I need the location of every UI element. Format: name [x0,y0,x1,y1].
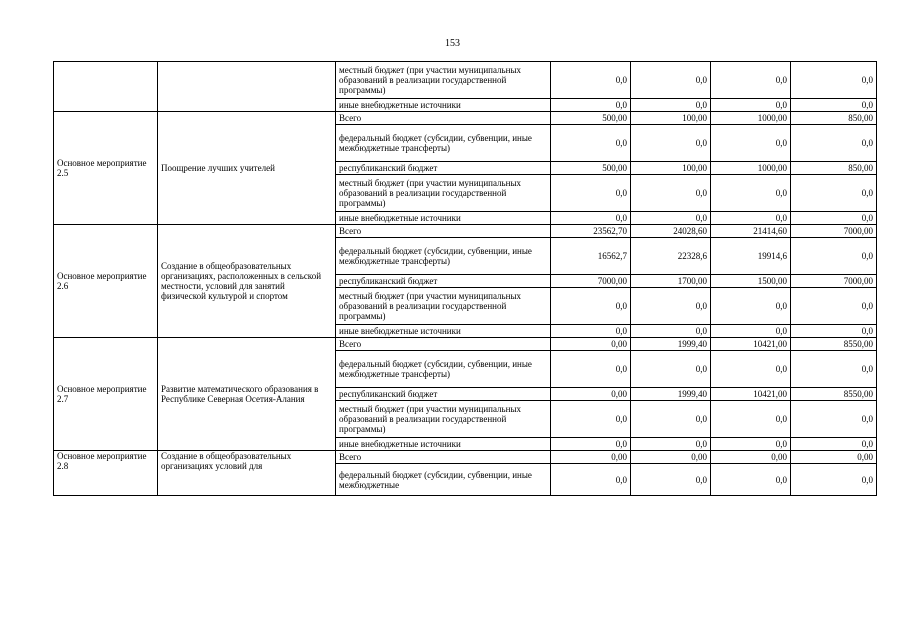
funding-source-cell: республиканский бюджет [336,275,551,288]
value-cell: 7000,00 [791,225,877,238]
funding-source-cell: местный бюджет (при участии муниципальных образований в реализации государственной программы) [336,288,551,325]
funding-source-cell: федеральный бюджет (субсидии, субвенции, иные межбюджетные [336,464,551,496]
value-cell: 500,00 [551,162,631,175]
value-cell: 0,0 [711,401,791,438]
value-cell: 0,0 [631,125,711,162]
value-cell: 0,0 [791,238,877,275]
value-cell: 23562,70 [551,225,631,238]
value-cell: 22328,6 [631,238,711,275]
value-cell: 0,0 [791,438,877,451]
funding-source-cell: иные внебюджетные источники [336,99,551,112]
funding-source-cell: федеральный бюджет (субсидии, субвенции, иные межбюджетные трансферты) [336,351,551,388]
funding-source-cell: республиканский бюджет [336,388,551,401]
value-cell: 0,0 [551,401,631,438]
value-cell: 1700,00 [631,275,711,288]
value-cell: 0,0 [631,175,711,212]
table-row [54,112,877,125]
value-cell: 0,0 [551,125,631,162]
value-cell: 500,00 [551,112,631,125]
value-cell: 1500,00 [711,275,791,288]
value-cell: 0,0 [551,288,631,325]
value-cell: 0,0 [791,125,877,162]
value-cell: 0,0 [711,99,791,112]
activity-cell: Основное мероприятие 2.6 [54,225,158,338]
value-cell: 7000,00 [551,275,631,288]
value-cell: 0,0 [631,99,711,112]
value-cell: 0,0 [711,464,791,496]
page-number: 153 [445,38,460,49]
value-cell: 0,0 [631,401,711,438]
table-row [54,225,877,238]
value-cell: 0,00 [551,451,631,464]
value-cell: 0,0 [551,325,631,338]
activity-cell: Основное мероприятие 2.5 [54,112,158,225]
value-cell: 1999,40 [631,338,711,351]
value-cell: 0,0 [711,325,791,338]
value-cell: 10421,00 [711,388,791,401]
value-cell: 0,0 [551,438,631,451]
funding-source-cell: федеральный бюджет (субсидии, субвенции, иные межбюджетные трансферты) [336,125,551,162]
funding-source-cell: Всего [336,112,551,125]
value-cell: 21414,60 [711,225,791,238]
value-cell: 0,0 [631,464,711,496]
value-cell: 0,0 [631,62,711,99]
value-cell: 0,0 [551,62,631,99]
value-cell: 0,0 [551,464,631,496]
value-cell: 0,0 [631,438,711,451]
funding-source-cell: Всего [336,225,551,238]
activity-title-cell: Развитие математического образования в Республике Северная Осетия-Алания [158,338,336,451]
value-cell: 0,0 [631,325,711,338]
value-cell: 100,00 [631,162,711,175]
budget-table [53,61,877,496]
value-cell: 0,0 [791,464,877,496]
value-cell: 100,00 [631,112,711,125]
activity-title-cell: Поощрение лучших учителей [158,112,336,225]
value-cell: 0,0 [551,99,631,112]
value-cell: 0,00 [631,451,711,464]
value-cell: 0,0 [551,175,631,212]
activity-cell: Основное мероприятие 2.8 [54,451,158,496]
value-cell: 0,00 [551,338,631,351]
value-cell: 0,0 [551,351,631,388]
value-cell: 0,0 [791,62,877,99]
funding-source-cell: федеральный бюджет (субсидии, субвенции, иные межбюджетные трансферты) [336,238,551,275]
value-cell: 850,00 [791,112,877,125]
value-cell: 0,0 [791,99,877,112]
value-cell: 19914,6 [711,238,791,275]
value-cell: 0,0 [551,212,631,225]
table-row [54,451,877,464]
value-cell: 24028,60 [631,225,711,238]
value-cell: 1999,40 [631,388,711,401]
value-cell: 0,0 [791,175,877,212]
value-cell: 7000,00 [791,275,877,288]
value-cell: 1000,00 [711,112,791,125]
funding-source-cell: Всего [336,338,551,351]
table-body [54,62,877,496]
value-cell: 0,0 [711,62,791,99]
funding-source-cell: иные внебюджетные источники [336,325,551,338]
value-cell: 0,0 [711,125,791,162]
value-cell: 0,0 [791,212,877,225]
value-cell: 0,0 [631,212,711,225]
value-cell: 16562,7 [551,238,631,275]
value-cell: 850,00 [791,162,877,175]
value-cell: 0,00 [791,451,877,464]
value-cell: 0,0 [711,438,791,451]
value-cell: 0,0 [711,212,791,225]
funding-source-cell: иные внебюджетные источники [336,212,551,225]
funding-source-cell: Всего [336,451,551,464]
table-row [54,338,877,351]
value-cell: 0,0 [711,175,791,212]
funding-source-cell: иные внебюджетные источники [336,438,551,451]
activity-cell [54,62,158,112]
activity-title-cell: Создание в общеобразовательных организациях условий для [158,451,336,496]
value-cell: 0,0 [711,288,791,325]
funding-source-cell: республиканский бюджет [336,162,551,175]
value-cell: 0,0 [631,288,711,325]
funding-source-cell: местный бюджет (при участии муниципальных образований в реализации государственной программы) [336,62,551,99]
table-row [54,62,877,99]
value-cell: 0,0 [711,351,791,388]
value-cell: 1000,00 [711,162,791,175]
value-cell: 0,0 [791,325,877,338]
funding-source-cell: местный бюджет (при участии муниципальных образований в реализации государственной программы) [336,175,551,212]
value-cell: 10421,00 [711,338,791,351]
value-cell: 0,0 [791,288,877,325]
value-cell: 0,00 [551,388,631,401]
activity-cell: Основное мероприятие 2.7 [54,338,158,451]
value-cell: 8550,00 [791,338,877,351]
funding-source-cell: местный бюджет (при участии муниципальных образований в реализации государственной программы) [336,401,551,438]
value-cell: 0,0 [791,351,877,388]
value-cell: 0,00 [711,451,791,464]
value-cell: 0,0 [791,401,877,438]
activity-title-cell [158,62,336,112]
value-cell: 8550,00 [791,388,877,401]
activity-title-cell: Создание в общеобразовательных организациях, расположенных в сельской местности, условий для занятий физической культурой и спортом [158,225,336,338]
value-cell: 0,0 [631,351,711,388]
